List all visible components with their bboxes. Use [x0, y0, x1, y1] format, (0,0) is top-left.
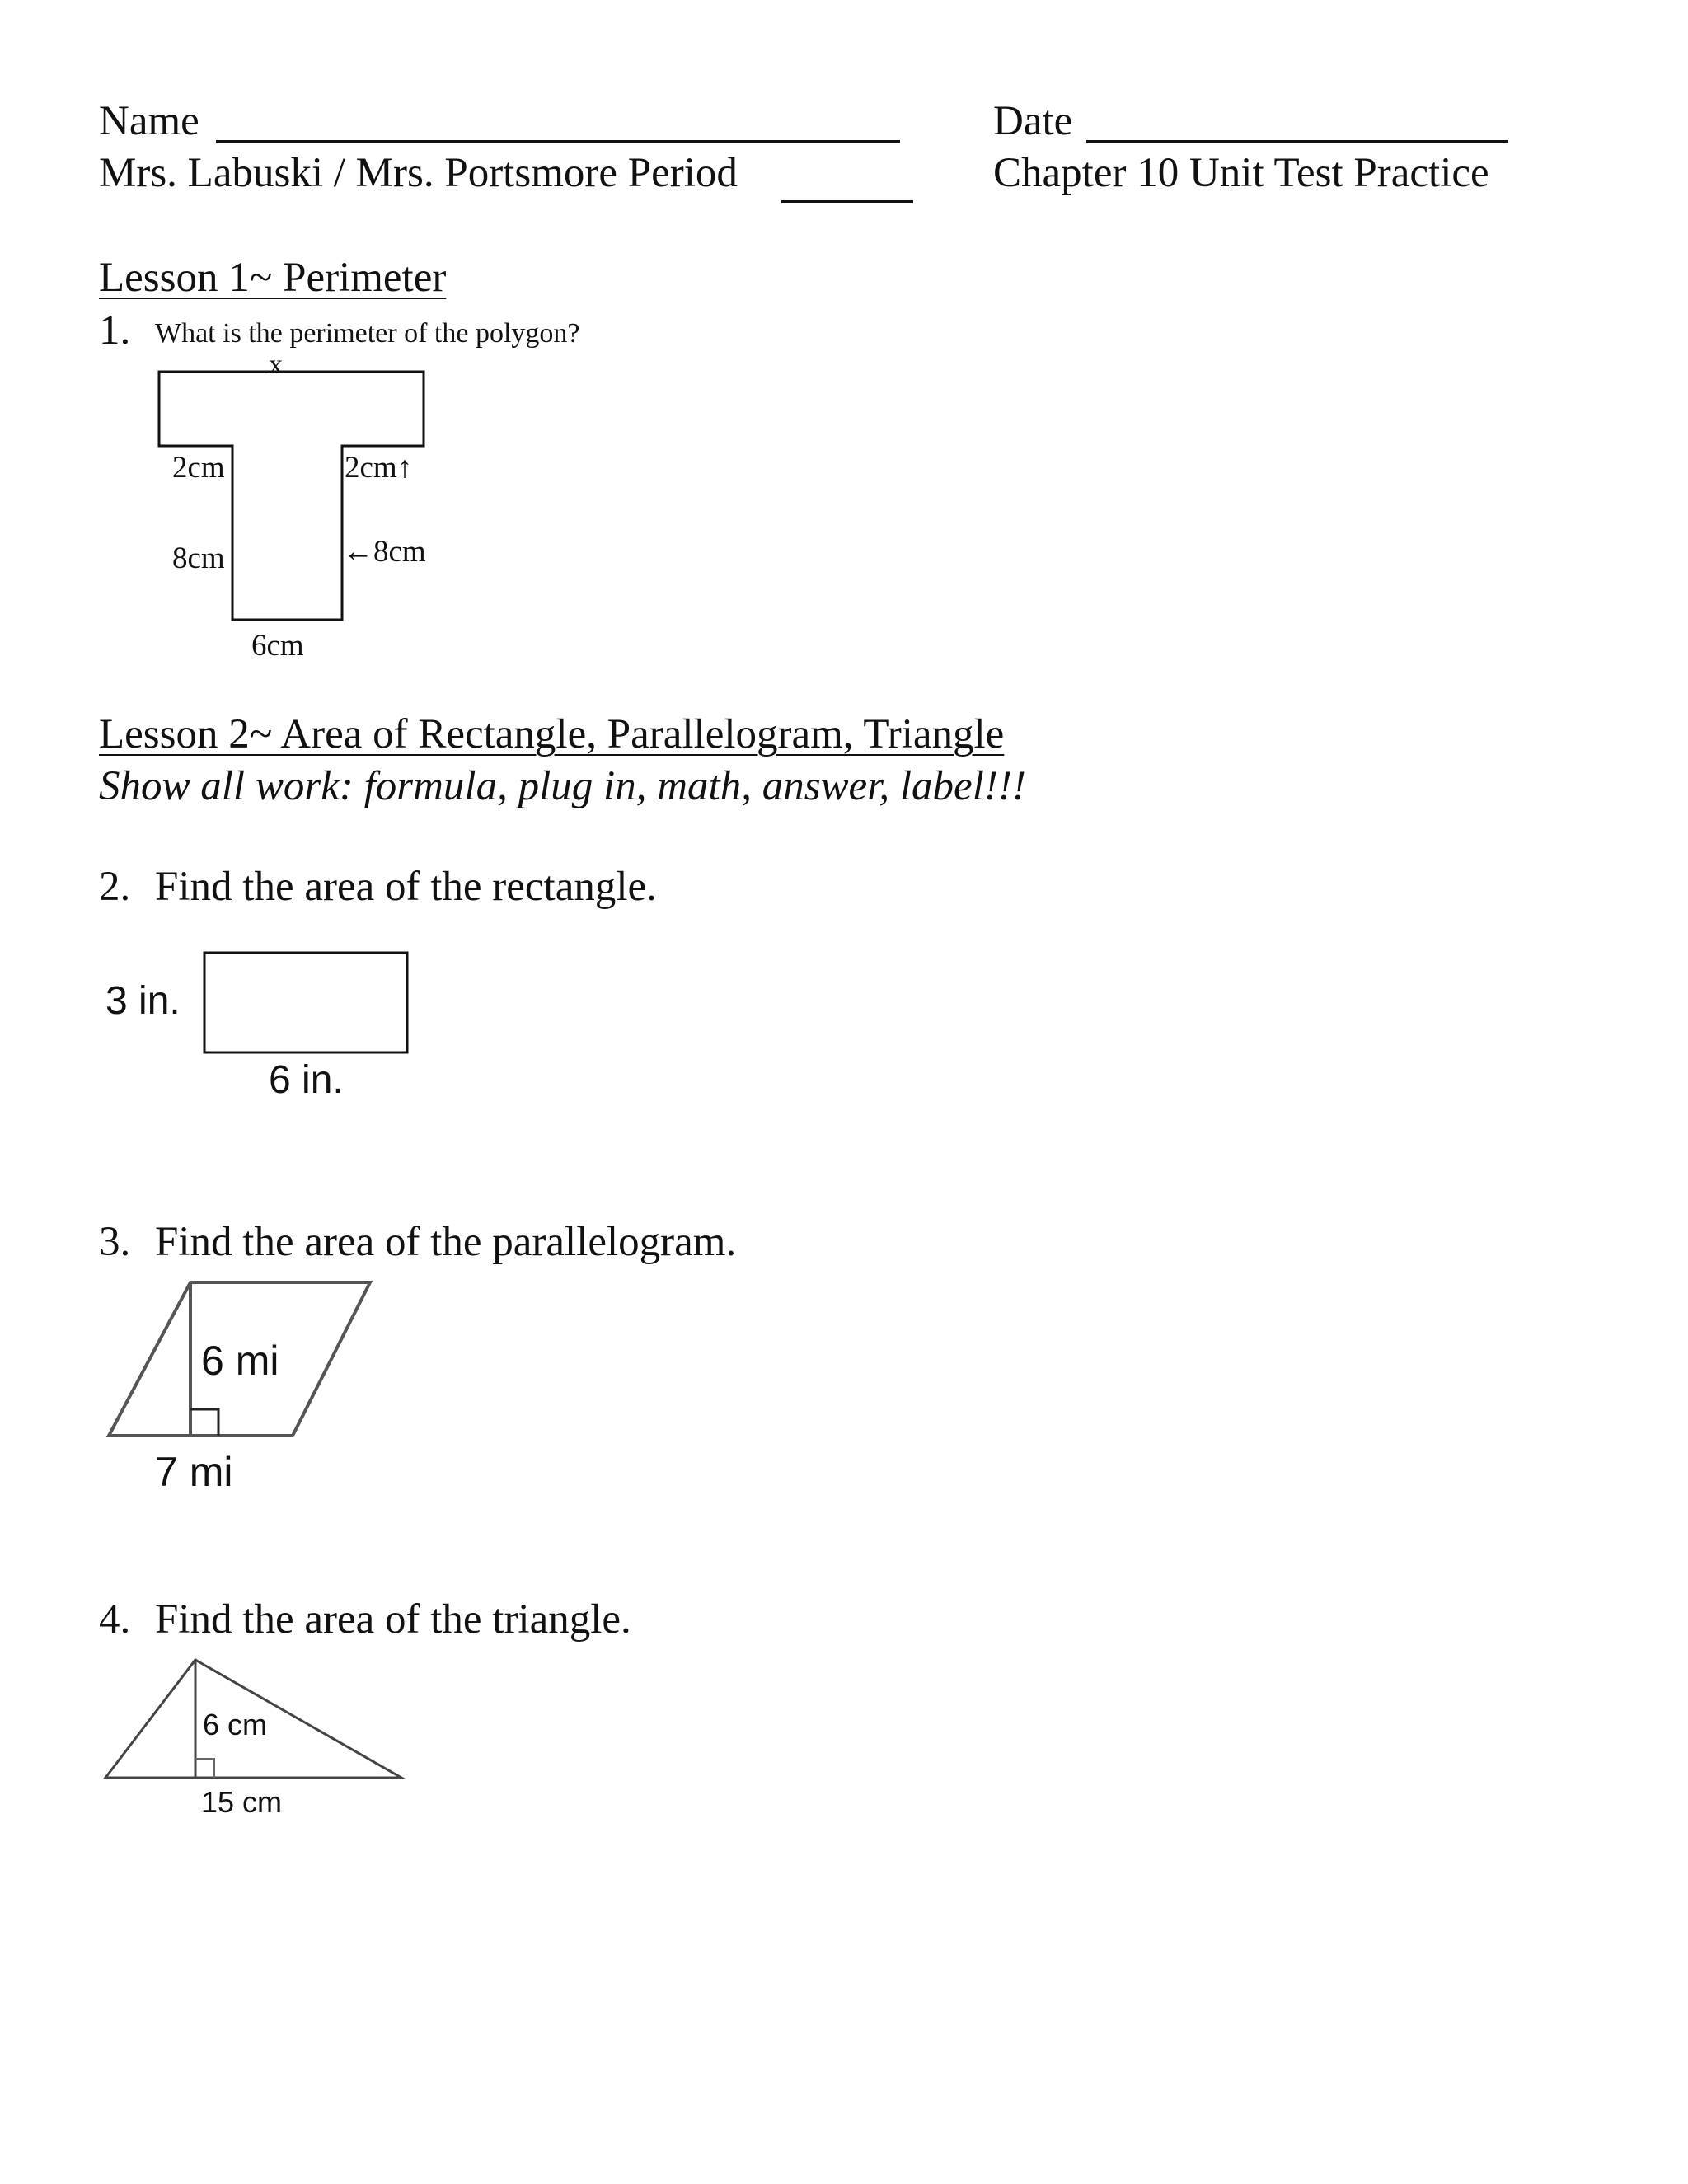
q3-number: 3. — [99, 1219, 131, 1265]
q1-number: 1. — [99, 307, 131, 354]
q4-number: 4. — [99, 1596, 131, 1643]
q4-text: Find the area of the triangle. — [155, 1596, 631, 1643]
q3-text: Find the area of the parallelogram. — [155, 1219, 737, 1265]
teachers-period: Mrs. Labuski / Mrs. Portsmore Period — [99, 150, 738, 196]
label-top-x: x — [269, 349, 283, 380]
label-bottom: 6cm — [251, 629, 304, 663]
q2-height-label: 3 in. — [106, 979, 181, 1023]
q3-height-label: 6 mi — [201, 1338, 279, 1384]
q3-base-label: 7 mi — [155, 1449, 233, 1495]
label-left-upper: 2cm — [172, 451, 225, 485]
name-label: Name — [99, 98, 199, 144]
q1-text: What is the perimeter of the polygon? — [155, 318, 580, 349]
lesson2-heading: Lesson 2~ Area of Rectangle, Parallelogram, Triangle — [99, 711, 1005, 757]
lesson2-instructions: Show all work: formula, plug in, math, answer, label!!! — [99, 763, 1026, 809]
test-title: Chapter 10 Unit Test Practice — [993, 150, 1489, 196]
q4-height-label: 6 cm — [203, 1708, 268, 1741]
q2-width-label: 6 in. — [269, 1058, 344, 1102]
label-right-upper: 2cm↑ — [345, 451, 413, 485]
date-label: Date — [993, 98, 1073, 144]
q2-number: 2. — [99, 864, 131, 910]
q2-text: Find the area of the rectangle. — [155, 864, 657, 910]
label-right-lower: ←8cm — [343, 535, 426, 569]
triangle-right-angle — [195, 1759, 214, 1778]
lesson1-heading: Lesson 1~ Perimeter — [99, 255, 447, 301]
q4-base-label: 15 cm — [201, 1785, 283, 1819]
label-left-lower: 8cm — [172, 541, 225, 575]
